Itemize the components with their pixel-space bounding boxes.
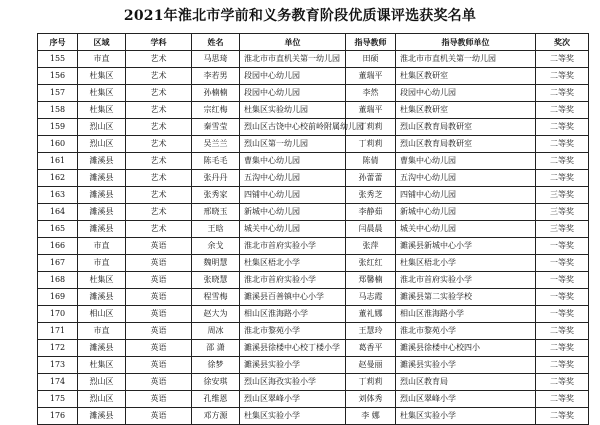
cell-teacher: 王慧玲: [346, 323, 396, 340]
cell-award: 一等奖: [536, 255, 589, 272]
cell-subject: 英语: [126, 357, 192, 374]
cell-teacher: 郑馨楠: [346, 272, 396, 289]
cell-unit: 杜集区实验幼儿园: [240, 102, 346, 119]
cell-no: 173: [38, 357, 78, 374]
cell-no: 165: [38, 221, 78, 238]
cell-teacher-unit: 淮北市首府实验小学: [396, 272, 536, 289]
table-row: [38, 391, 589, 408]
cell-region: 杜集区: [78, 102, 126, 119]
cell-teacher-unit: 濉溪县第二实验学校: [396, 289, 536, 306]
cell-name: 秦雪莹: [192, 119, 240, 136]
table-row: [38, 238, 589, 255]
cell-region: 杜集区: [78, 357, 126, 374]
cell-name: 周冰: [192, 323, 240, 340]
cell-teacher-unit: 五沟中心幼儿园: [396, 170, 536, 187]
cell-no: 166: [38, 238, 78, 255]
table-row: [38, 323, 589, 340]
cell-unit: 新城中心幼儿园: [240, 204, 346, 221]
cell-teacher-unit: 杜集区梧北小学: [396, 255, 536, 272]
table-row: [38, 357, 589, 374]
award-table: [37, 33, 589, 425]
cell-unit: 濉溪县徐楼中心校丁楼小学: [240, 340, 346, 357]
cell-no: 176: [38, 408, 78, 425]
table-row: [38, 51, 589, 68]
table-row: [38, 204, 589, 221]
cell-region: 杜集区: [78, 68, 126, 85]
cell-teacher: 董瑞平: [346, 102, 396, 119]
cell-award: 二等奖: [536, 119, 589, 136]
cell-subject: 艺术: [126, 170, 192, 187]
cell-teacher: 李静茹: [346, 204, 396, 221]
cell-teacher: 董礼娜: [346, 306, 396, 323]
cell-award: 二等奖: [536, 136, 589, 153]
cell-teacher: 张红红: [346, 255, 396, 272]
cell-teacher: 孙蕾蕾: [346, 170, 396, 187]
cell-subject: 艺术: [126, 204, 192, 221]
table-row: [38, 374, 589, 391]
cell-no: 171: [38, 323, 78, 340]
cell-no: 158: [38, 102, 78, 119]
cell-unit: 烈山区第一幼儿园: [240, 136, 346, 153]
cell-name: 孙楠楠: [192, 85, 240, 102]
cell-no: 163: [38, 187, 78, 204]
cell-teacher: 丁莉莉: [346, 374, 396, 391]
cell-unit: 濉溪县百善镇中心小学: [240, 289, 346, 306]
cell-teacher: 李 娜: [346, 408, 396, 425]
cell-unit: 段园中心幼儿园: [240, 68, 346, 85]
cell-award: 三等奖: [536, 221, 589, 238]
table-row: [38, 136, 589, 153]
cell-no: 155: [38, 51, 78, 68]
cell-region: 濉溪县: [78, 187, 126, 204]
cell-no: 156: [38, 68, 78, 85]
cell-award: 一等奖: [536, 238, 589, 255]
cell-award: 二等奖: [536, 68, 589, 85]
cell-no: 168: [38, 272, 78, 289]
cell-region: 烈山区: [78, 391, 126, 408]
cell-subject: 艺术: [126, 153, 192, 170]
cell-name: 张丹丹: [192, 170, 240, 187]
cell-region: 市直: [78, 51, 126, 68]
column-header-subject: 学科: [126, 34, 192, 51]
table-row: [38, 272, 589, 289]
cell-region: 市直: [78, 323, 126, 340]
cell-region: 濉溪县: [78, 153, 126, 170]
cell-unit: 段园中心幼儿园: [240, 85, 346, 102]
cell-subject: 艺术: [126, 221, 192, 238]
table-row: [38, 170, 589, 187]
cell-award: 一等奖: [536, 306, 589, 323]
cell-unit: 相山区淮海路小学: [240, 306, 346, 323]
cell-no: 162: [38, 170, 78, 187]
cell-teacher: 闫晨晨: [346, 221, 396, 238]
cell-award: 三等奖: [536, 204, 589, 221]
cell-no: 175: [38, 391, 78, 408]
cell-unit: 淮北市市直机关第一幼儿园: [240, 51, 346, 68]
cell-teacher: 丁莉莉: [346, 119, 396, 136]
cell-unit: 烈山区海孜实验小学: [240, 374, 346, 391]
cell-region: 濉溪县: [78, 340, 126, 357]
cell-subject: 艺术: [126, 51, 192, 68]
cell-region: 烈山区: [78, 119, 126, 136]
cell-unit: 曹集中心幼儿园: [240, 153, 346, 170]
cell-subject: 英语: [126, 289, 192, 306]
cell-award: 二等奖: [536, 391, 589, 408]
cell-unit: 杜集区实验小学: [240, 408, 346, 425]
cell-subject: 英语: [126, 238, 192, 255]
cell-no: 157: [38, 85, 78, 102]
cell-unit: 烈山区古饶中心校前岭附属幼儿园: [240, 119, 346, 136]
cell-teacher: 马志霞: [346, 289, 396, 306]
column-header-no: 序号: [38, 34, 78, 51]
cell-teacher: 李然: [346, 85, 396, 102]
cell-name: 邓方源: [192, 408, 240, 425]
column-header-teacher-unit: 指导教师单位: [396, 34, 536, 51]
table-row: [38, 306, 589, 323]
table-row: [38, 289, 589, 306]
cell-teacher: 田硕: [346, 51, 396, 68]
cell-name: 魏明慧: [192, 255, 240, 272]
cell-subject: 英语: [126, 306, 192, 323]
cell-subject: 英语: [126, 374, 192, 391]
cell-name: 吴兰兰: [192, 136, 240, 153]
cell-name: 余戈: [192, 238, 240, 255]
cell-teacher-unit: 杜集区实验小学: [396, 408, 536, 425]
cell-subject: 艺术: [126, 68, 192, 85]
cell-subject: 艺术: [126, 187, 192, 204]
cell-award: 二等奖: [536, 85, 589, 102]
cell-award: 三等奖: [536, 187, 589, 204]
cell-name: 宗红梅: [192, 102, 240, 119]
cell-name: 邵 潇: [192, 340, 240, 357]
cell-no: 167: [38, 255, 78, 272]
cell-award: 二等奖: [536, 374, 589, 391]
cell-region: 濉溪县: [78, 204, 126, 221]
cell-unit: 淮北市首府实验小学: [240, 272, 346, 289]
cell-no: 170: [38, 306, 78, 323]
table-row: [38, 119, 589, 136]
table-row: [38, 408, 589, 425]
cell-region: 烈山区: [78, 374, 126, 391]
cell-name: 马思琦: [192, 51, 240, 68]
cell-teacher-unit: 烈山区翠峰小学: [396, 391, 536, 408]
cell-teacher-unit: 烈山区教育局教研室: [396, 136, 536, 153]
cell-no: 172: [38, 340, 78, 357]
cell-unit: 五沟中心幼儿园: [240, 170, 346, 187]
cell-teacher-unit: 四铺中心幼儿园: [396, 187, 536, 204]
cell-no: 160: [38, 136, 78, 153]
table-row: [38, 68, 589, 85]
cell-teacher: 赵曼丽: [346, 357, 396, 374]
cell-award: 二等奖: [536, 102, 589, 119]
cell-award: 二等奖: [536, 340, 589, 357]
column-header-unit: 单位: [240, 34, 346, 51]
cell-subject: 英语: [126, 340, 192, 357]
cell-no: 164: [38, 204, 78, 221]
cell-teacher-unit: 曹集中心幼儿园: [396, 153, 536, 170]
cell-region: 烈山区: [78, 136, 126, 153]
cell-subject: 艺术: [126, 102, 192, 119]
cell-teacher: 张萍: [346, 238, 396, 255]
cell-award: 二等奖: [536, 408, 589, 425]
table-row: [38, 340, 589, 357]
cell-teacher-unit: 新城中心幼儿园: [396, 204, 536, 221]
cell-subject: 艺术: [126, 136, 192, 153]
cell-award: 二等奖: [536, 357, 589, 374]
cell-region: 濉溪县: [78, 170, 126, 187]
cell-region: 濉溪县: [78, 289, 126, 306]
cell-region: 濉溪县: [78, 408, 126, 425]
cell-teacher: 董瑞平: [346, 68, 396, 85]
cell-teacher: 丁莉莉: [346, 136, 396, 153]
cell-unit: 淮北市首府实验小学: [240, 238, 346, 255]
cell-teacher-unit: 濉溪县徐楼中心校四小: [396, 340, 536, 357]
cell-unit: 城关中心幼儿园: [240, 221, 346, 238]
cell-region: 杜集区: [78, 272, 126, 289]
cell-teacher-unit: 淮北市市直机关第一幼儿园: [396, 51, 536, 68]
cell-name: 徐梦: [192, 357, 240, 374]
cell-teacher-unit: 杜集区教研室: [396, 68, 536, 85]
cell-unit: 濉溪县实验小学: [240, 357, 346, 374]
cell-unit: 烈山区翠峰小学: [240, 391, 346, 408]
cell-award: 一等奖: [536, 272, 589, 289]
cell-region: 相山区: [78, 306, 126, 323]
cell-subject: 英语: [126, 255, 192, 272]
cell-award: 二等奖: [536, 323, 589, 340]
cell-teacher-unit: 烈山区教育局教研室: [396, 119, 536, 136]
cell-region: 市直: [78, 238, 126, 255]
cell-teacher-unit: 濉溪县新城中心小学: [396, 238, 536, 255]
page-title: 2021年淮北市学前和义务教育阶段优质课评选获奖名单: [123, 8, 477, 24]
cell-name: 赵大为: [192, 306, 240, 323]
cell-no: 169: [38, 289, 78, 306]
cell-teacher: 陈倩: [346, 153, 396, 170]
cell-award: 一等奖: [536, 289, 589, 306]
cell-region: 濉溪县: [78, 221, 126, 238]
cell-teacher-unit: 濉溪县实验小学: [396, 357, 536, 374]
cell-unit: 四铺中心幼儿园: [240, 187, 346, 204]
cell-name: 张晓慧: [192, 272, 240, 289]
cell-teacher-unit: 段园中心幼儿园: [396, 85, 536, 102]
cell-name: 邢晓玉: [192, 204, 240, 221]
cell-name: 孔维恩: [192, 391, 240, 408]
cell-no: 159: [38, 119, 78, 136]
table-row: [38, 187, 589, 204]
cell-subject: 艺术: [126, 119, 192, 136]
cell-region: 杜集区: [78, 85, 126, 102]
table-row: [38, 153, 589, 170]
cell-teacher-unit: 相山区淮海路小学: [396, 306, 536, 323]
cell-name: 王晗: [192, 221, 240, 238]
cell-no: 174: [38, 374, 78, 391]
cell-teacher-unit: 淮北市黎苑小学: [396, 323, 536, 340]
table-row: [38, 221, 589, 238]
cell-subject: 英语: [126, 391, 192, 408]
column-header-teacher: 指导教师: [346, 34, 396, 51]
cell-award: 二等奖: [536, 153, 589, 170]
cell-teacher: 刘体秀: [346, 391, 396, 408]
cell-subject: 英语: [126, 272, 192, 289]
cell-subject: 英语: [126, 408, 192, 425]
column-header-name: 姓名: [192, 34, 240, 51]
cell-award: 二等奖: [536, 51, 589, 68]
cell-teacher-unit: 烈山区教育局: [396, 374, 536, 391]
cell-name: 徐安琪: [192, 374, 240, 391]
cell-award: 二等奖: [536, 170, 589, 187]
cell-teacher: 张秀芝: [346, 187, 396, 204]
table-row: [38, 255, 589, 272]
column-header-award: 奖次: [536, 34, 589, 51]
cell-no: 161: [38, 153, 78, 170]
cell-teacher-unit: 杜集区教研室: [396, 102, 536, 119]
cell-subject: 艺术: [126, 85, 192, 102]
column-header-region: 区域: [78, 34, 126, 51]
cell-region: 市直: [78, 255, 126, 272]
cell-teacher: 葛香平: [346, 340, 396, 357]
table-row: [38, 102, 589, 119]
cell-name: 张秀家: [192, 187, 240, 204]
cell-name: 程雪梅: [192, 289, 240, 306]
cell-name: 李若男: [192, 68, 240, 85]
cell-teacher-unit: 城关中心幼儿园: [396, 221, 536, 238]
header-row: [38, 34, 589, 51]
cell-name: 陈毛毛: [192, 153, 240, 170]
cell-unit: 淮北市黎苑小学: [240, 323, 346, 340]
cell-subject: 英语: [126, 323, 192, 340]
table-row: [38, 85, 589, 102]
cell-unit: 杜集区梧北小学: [240, 255, 346, 272]
